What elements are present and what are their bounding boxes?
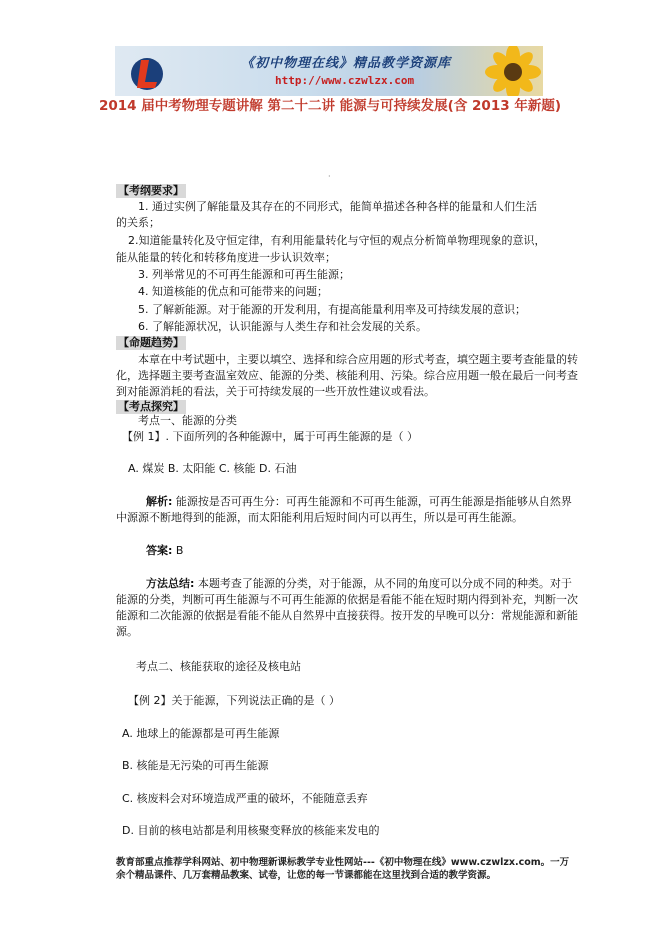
- example-two-option-d: D. 目前的核电站都是利用核聚变释放的核能来发电的: [122, 824, 380, 837]
- point-two-heading: 考点二、核能获取的途径及核电站: [136, 660, 301, 673]
- section-tag-trends: 【命题趋势】: [118, 336, 184, 349]
- analysis-label: 解析:: [146, 495, 173, 508]
- answer-text: B: [172, 544, 184, 557]
- trend-paragraph: 本章在中考试题中，主要以填空、选择和综合应用题的形式考查，填空题主要考查能量的转化，选择题主要考查温室效应、能源的分类、核能利用、污染。综合应用题一般在最后一问考查到对能源消耗的看法，关于可持续发展的一些开放性建议或看法。: [116, 353, 578, 398]
- page-footer: 教育部重点推荐学科网站、初中物理新课标教学专业性网站---《初中物理在线》www.czwlzx.com。一万余个精品课件、几万套精品教案、试卷，让您的每一节课都能在这里找到合适的教学资源。: [116, 857, 570, 881]
- example-two-question: 【例 2】关于能源，下列说法正确的是（ ）: [128, 694, 340, 707]
- requirement-item: 4. 知道核能的优点和可能带来的问题；: [138, 285, 328, 298]
- sunflower-icon: [473, 46, 543, 96]
- requirement-item: 的关系；: [116, 216, 160, 229]
- banner-url[interactable]: http://www.czwlzx.com: [275, 74, 415, 87]
- header-banner: [115, 46, 543, 96]
- answer-line: [146, 544, 183, 558]
- method-label: 方法总结:: [146, 577, 195, 590]
- requirement-item: 1. 通过实例了解能量及其存在的不同形式，能简单描述各种各样的能量和人们生活: [138, 200, 537, 213]
- example-two-option-c: C. 核废料会对环境造成严重的破坏，不能随意丢弃: [122, 792, 368, 805]
- requirement-item: 5. 了解新能源。对于能源的开发利用，有提高能量利用率及可持续发展的意识；: [138, 303, 526, 316]
- point-one-heading: 考点一、能源的分类: [138, 414, 237, 427]
- answer-label: 答案:: [146, 544, 173, 557]
- separator-dot: ·: [328, 172, 331, 181]
- site-logo-icon: [127, 52, 167, 92]
- example-one-question: 【例 1】. 下面所列的各种能源中，属于可再生能源的是（ ）: [122, 430, 418, 443]
- requirement-item: 3. 列举常见的不可再生能源和可再生能源；: [138, 268, 350, 281]
- requirement-item: 能从能量的转化和转移角度进一步认识效率；: [116, 251, 336, 264]
- example-one-options: A. 煤炭 B. 太阳能 C. 核能 D. 石油: [128, 462, 297, 475]
- banner-title: 《初中物理在线》精品教学资源库: [241, 56, 452, 71]
- analysis-paragraph: [116, 494, 579, 526]
- method-text: 本题考查了能源的分类，对于能源，从不同的角度可以分成不同的种类。对于能源的分类，判断可再生能源与不可再生能源的依据是看能不能在短时期内得到补充，判断一次能源和二次能源的依据是看能不能从自然界中直接获得。按开发的早晚可以分：常规能源和新能源。: [116, 577, 578, 638]
- example-two-option-b: B. 核能是无污染的可再生能源: [122, 759, 269, 772]
- analysis-text: 能源按是否可再生分：可再生能源和不可再生能源，可再生能源是指能够从自然界中源源不断地得到的能源，而太阳能利用后短时间内可以再生，所以是可再生能源。: [116, 495, 572, 524]
- method-summary-paragraph: [116, 576, 579, 640]
- requirement-item: 2.知道能量转化及守恒定律，有利用能量转化与守恒的观点分析简单物理现象的意识，: [128, 234, 546, 247]
- section-tag-exploration: 【考点探究】: [118, 400, 184, 413]
- section-tag-requirements: 【考纲要求】: [118, 184, 184, 197]
- requirement-item: 6. 了解能源状况，认识能源与人类生存和社会发展的关系。: [138, 320, 427, 333]
- example-two-option-a: A. 地球上的能源都是可再生能源: [122, 727, 280, 740]
- document-title: 2014 届中考物理专题讲解 第二十二讲 能源与可持续发展(含 2013 年新题): [99, 98, 561, 114]
